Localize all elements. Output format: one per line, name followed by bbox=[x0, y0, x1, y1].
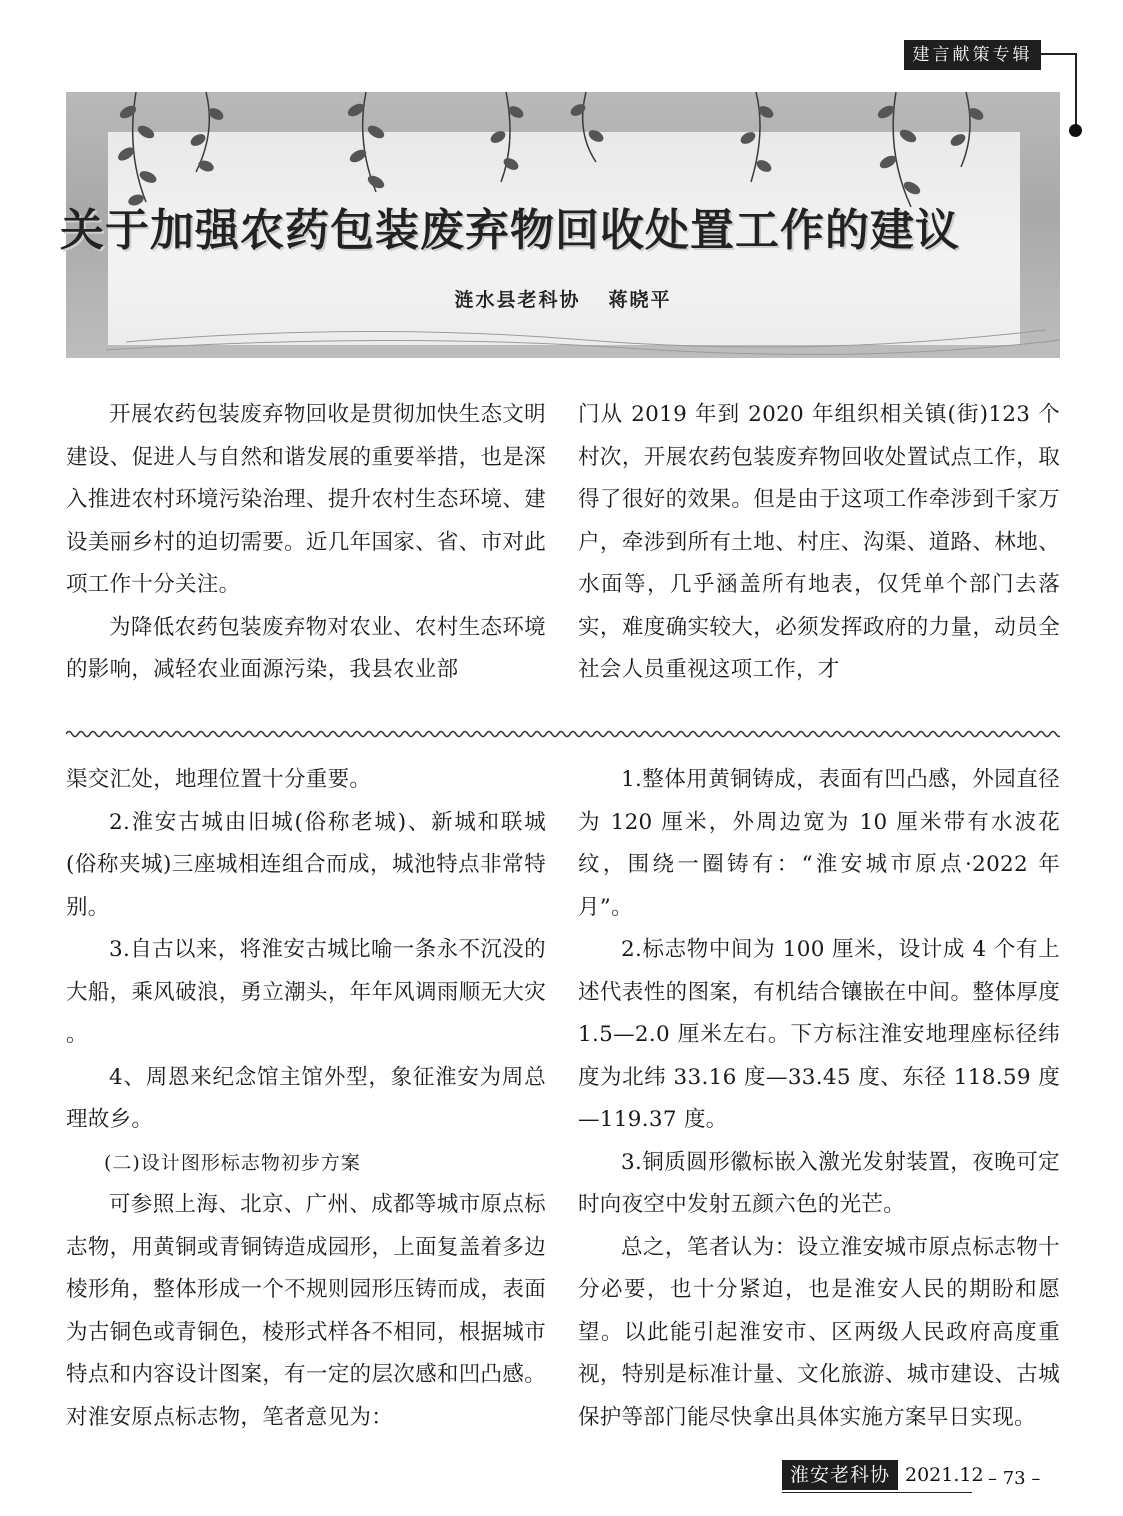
footer-publication: 淮安老科协 bbox=[782, 1460, 898, 1490]
lower-right-column bbox=[578, 759, 1060, 1439]
paragraph: 总之，笔者认为：设立淮安城市原点标志物十分必要，也十分紧迫，也是淮安人民的期盼和愿望。以此能引起淮安市、区两级人民政府高度重视，特别是标准计量、文化旅游、城市建设、古城保护等部门能尽快拿出具体实施方案早日实现。 bbox=[578, 1234, 1060, 1430]
paragraph: 开展农药包装废弃物回收是贯彻加快生态文明建设、促进人与自然和谐发展的重要举措，也是深入推进农村环境污染治理、提升农村生态环境、建设美丽乡村的迫切需要。近几年国家、省、市对此项工作十分关注。 bbox=[66, 402, 546, 597]
paragraph: 4、周恩来纪念馆主馆外型，象征淮安为周总理故乡。 bbox=[66, 1064, 546, 1132]
paragraph: 门从 2019 年到 2020 年组织相关镇(街)123 个村次，开展农药包装废弃物回收处置试点工作，取得了很好的效果。但是由于这项工作牵涉到千家万户，牵涉到所有土地、村庄、沟渠、道路、林地、水面等，几乎涵盖所有地表，仅凭单个部门去落实，难度确实较大，必须发挥政府的力量，动员全社会人员重视这项工作，才 bbox=[578, 402, 1060, 682]
section-subheading: (二)设计图形标志物初步方案 bbox=[104, 1151, 361, 1174]
tag-dot bbox=[1069, 124, 1082, 137]
paragraph: 2.淮安古城由旧城(俗称老城)、新城和联城(俗称夹城)三座城相连组合而成，城池特点非常特别。 bbox=[66, 809, 546, 920]
article-title: 关于加强农药包装废弃物回收处置工作的建议 bbox=[60, 205, 960, 256]
tag-connector-line-vertical bbox=[1075, 53, 1077, 128]
upper-right-column bbox=[578, 394, 1060, 692]
paragraph: 3.铜质圆形徽标嵌入激光发射装置，夜晚可定时向夜空中发射五颜六色的光芒。 bbox=[578, 1149, 1060, 1217]
upper-left-column bbox=[66, 394, 546, 692]
column-tag: 建言献策专辑 bbox=[904, 40, 1041, 70]
author-org: 涟水县老科协 bbox=[454, 289, 581, 311]
footer-rule bbox=[782, 1492, 972, 1493]
paragraph: 3.自古以来，将淮安古城比喻一条永不沉没的大船，乘风破浪，勇立潮头，年年风调雨顺无大灾 。 bbox=[66, 937, 546, 1047]
page-number: – 73 – bbox=[988, 1468, 1041, 1489]
footer-issue-date: 2021.12 bbox=[905, 1464, 984, 1486]
paragraph: 渠交汇处，地理位置十分重要。 bbox=[66, 767, 372, 792]
paragraph: 2.标志物中间为 100 厘米，设计成 4 个有上述代表性的图案，有机结合镶嵌在中间。整体厚度 1.5—2.0 厘米左右。下方标注淮安地理座标径纬度为北纬 33.16 度—33.45 度、东径 118.59 度—119.37 度。 bbox=[578, 937, 1060, 1132]
lower-left-column bbox=[66, 759, 546, 1439]
paragraph: 为降低农药包装废弃物对农业、农村生态环境的影响，减轻农业面源污染，我县农业部 bbox=[66, 614, 546, 682]
paragraph: 1.整体用黄铜铸成，表面有凹凸感，外园直径为 120 厘米，外周边宽为 10 厘米带有水波花纹，围绕一圈铸有：“淮安城市原点·2022 年月”。 bbox=[578, 767, 1060, 920]
tag-connector-line bbox=[1041, 53, 1077, 55]
wavy-divider bbox=[66, 727, 1060, 741]
author-line bbox=[66, 285, 1060, 312]
paragraph: 可参照上海、北京、广州、成都等城市原点标志物，用黄铜或青铜铸造成园形，上面复盖着多边棱形角，整体形成一个不规则园形压铸而成，表面为古铜色或青铜色，棱形式样各不相同，根据城市特点和内容设计图案，有一定的层次感和凹凸感。对淮安原点标志物，笔者意见为： bbox=[66, 1192, 546, 1430]
author-name: 蒋晓平 bbox=[608, 289, 672, 311]
